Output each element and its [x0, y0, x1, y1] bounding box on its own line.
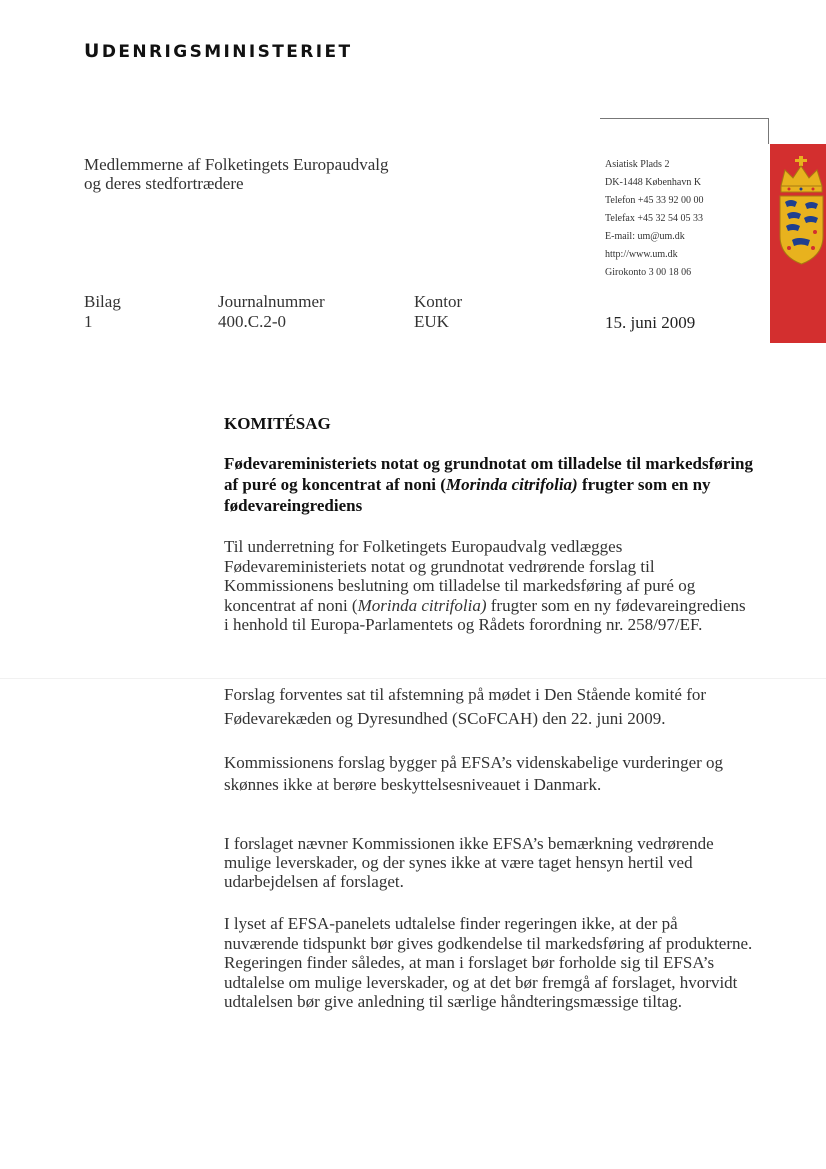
ministry-name-rest: DENRIGSMINISTERIET — [101, 42, 353, 62]
paragraph-1-text-end: frugter som en ny fødevareingrediens i henhold til Europa-Parlamentets og Rådets forordning nr. 258/97/EF. — [224, 595, 746, 634]
subject-latin-name: Morinda citrifolia) — [445, 475, 578, 494]
address-email: E-mail: um@um.dk — [605, 231, 685, 242]
kontor-value: EUK — [414, 312, 449, 331]
subject-text-end: frugter som en ny fødevareingrediens — [224, 475, 711, 515]
journal-label: Journalnummer — [218, 292, 325, 311]
paragraph-1-latin-name: Morinda citrifolia) — [357, 595, 487, 615]
paragraph-1-text: Til underretning for Folketingets Europaudvalg vedlægges Fødevareministeriets notat og grundnotat vedrørende forslag til Kommissionens beslutning om tilladelse til markedsføring af puré og koncentrat af noni ( — [224, 537, 696, 615]
header-rule-horizontal — [600, 118, 768, 119]
paragraph-4: I forslaget nævner Kommissionen ikke EFSA’s bemærkning vedrørende mulige leverskader, og der synes ikke at være taget hensyn hertil ved udarbejdelsen af forslaget. — [224, 834, 714, 891]
ministry-address — [605, 156, 704, 282]
journal-value: 400.C.2-0 — [218, 312, 286, 331]
bilag-value: 1 — [84, 312, 93, 331]
ministry-name — [84, 40, 352, 62]
letter-date: 15. juni 2009 — [605, 313, 696, 332]
royal-crest-icon — [777, 156, 826, 266]
subject-line — [224, 453, 754, 516]
kontor-label: Kontor — [414, 292, 463, 311]
bilag-block — [84, 292, 121, 332]
paragraph-1 — [224, 537, 754, 635]
address-city: DK-1448 København K — [605, 177, 702, 188]
ministry-name-initial: U — [84, 40, 102, 62]
scan-rule — [0, 678, 826, 679]
journal-block — [218, 292, 325, 332]
kontor-block — [414, 292, 462, 332]
address-phone: Telefon +45 33 92 00 00 — [605, 195, 704, 206]
paragraph-5: I lyset af EFSA-panelets udtalelse finder regeringen ikke, at der på nuværende tidspunkt bør gives godkendelse til markedsføring af produkterne. Regeringen finder således, at man i forslaget bør forholde sig til EFSA’s udtalelse om mulige leverskader, og at det bør fremgå af forslaget, hvorvidt udtalelsen bør give anledning til særlige håndteringsmæssige tiltag. — [224, 914, 753, 1011]
address-fax: Telefax +45 32 54 05 33 — [605, 213, 703, 224]
subject-text: Fødevareministeriets notat og grundnotat om tilladelse til markedsføring af puré og koncentrat af noni ( — [224, 454, 754, 494]
address-street: Asiatisk Plads 2 — [605, 159, 670, 170]
recipient-block — [84, 155, 389, 193]
document-heading: KOMITÉSAG — [224, 414, 331, 433]
paragraph-2: Forslag forventes sat til afstemning på mødet i Den Stående komité for Fødevarekæden og Dyresundhed (SCoFCAH) den 22. juni 2009. — [224, 685, 707, 728]
address-giro: Girokonto 3 00 18 06 — [605, 267, 692, 278]
paragraph-3: Kommissionens forslag bygger på EFSA’s videnskabelige vurderinger og skønnes ikke at berøre beskyttelsesniveauet i Danmark. — [224, 753, 724, 794]
recipient-line-1: Medlemmerne af Folketingets Europaudvalg — [84, 155, 389, 174]
address-website: http://www.um.dk — [605, 249, 678, 260]
header-rule-vertical — [768, 118, 769, 144]
bilag-label: Bilag — [84, 292, 121, 311]
recipient-line-2: og deres stedfortrædere — [84, 174, 244, 193]
